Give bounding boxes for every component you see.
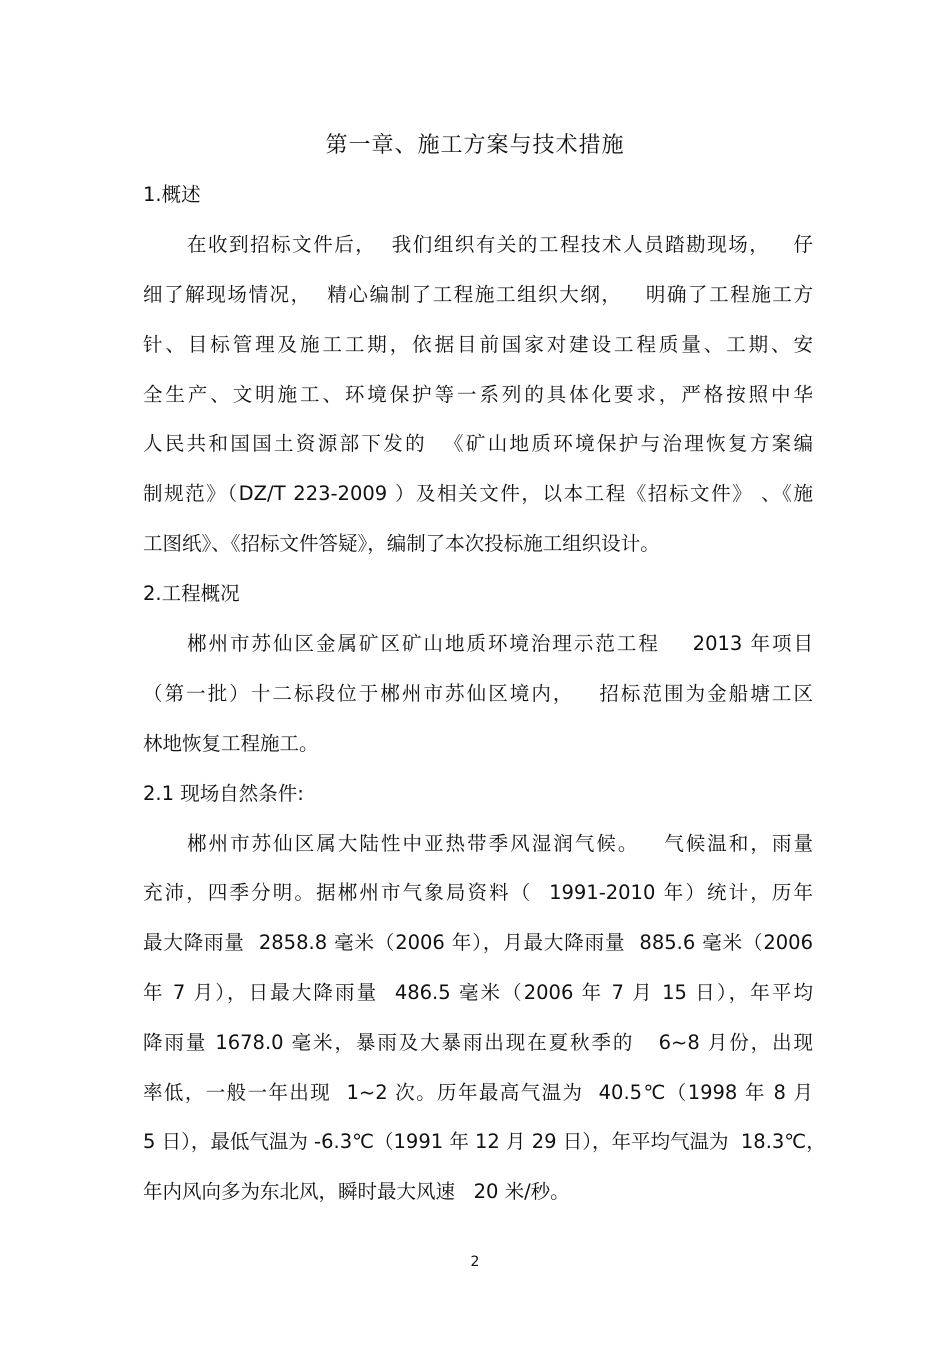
paragraph-line: 充沛，四季分明。据郴州市气象局资料（ 1991-2010 年）统计，历年 bbox=[143, 881, 813, 904]
paragraph-line: 人民共和国国土资源部下发的 《矿山地质环境保护与治理恢复方案编 bbox=[143, 432, 813, 455]
paragraph-line: 林地恢复工程施工。 bbox=[143, 732, 319, 755]
section-heading-overview: 1.概述 bbox=[143, 183, 201, 206]
paragraph-line: （第一批）十二标段位于郴州市苏仙区境内， 招标范围为金船塘工区 bbox=[143, 682, 813, 705]
paragraph-line: 郴州市苏仙区金属矿区矿山地质环境治理示范工程 2013 年项目 bbox=[187, 632, 813, 655]
paragraph-line: 年 7 月），日最大降雨量 486.5 毫米（2006 年 7 月 15 日），年平均 bbox=[143, 981, 813, 1004]
paragraph-line: 郴州市苏仙区属大陆性中亚热带季风湿润气候。 气候温和，雨量 bbox=[187, 832, 813, 855]
paragraph-line: 率低，一般一年出现 1~2 次。历年最高气温为 40.5℃（1998 年 8 月 bbox=[143, 1081, 813, 1104]
paragraph-line: 在收到招标文件后， 我们组织有关的工程技术人员踏勘现场， 仔 bbox=[187, 233, 813, 256]
paragraph-line: 制规范》（DZ/T 223-2009 ）及相关文件，以本工程《招标文件》 、《施 bbox=[143, 482, 813, 505]
paragraph-line: 工图纸》、《招标文件答疑》，编制了本次投标施工组织设计。 bbox=[143, 532, 660, 555]
paragraph-line: 5 日），最低气温为 -6.3℃（1991 年 12 月 29 日），年平均气温为 18.3℃， bbox=[143, 1130, 826, 1153]
paragraph-line: 年内风向多为东北风，瞬时最大风速 20 米/秒。 bbox=[143, 1180, 570, 1203]
paragraph-line: 全生产、文明施工、环境保护等一系列的具体化要求，严格按照中华 bbox=[143, 383, 813, 406]
section-heading-natural-conditions: 2.1 现场自然条件: bbox=[143, 782, 304, 805]
paragraph-line: 降雨量 1678.0 毫米，暴雨及大暴雨出现在夏秋季的 6~8 月份，出现 bbox=[143, 1031, 813, 1054]
paragraph-line: 最大降雨量 2858.8 毫米（2006 年），月最大降雨量 885.6 毫米（2006 bbox=[143, 931, 813, 954]
paragraph-line: 针、目标管理及施工工期，依据目前国家对建设工程质量、工期、安 bbox=[143, 333, 813, 356]
chapter-title: 第一章、施工方案与技术措施 bbox=[325, 133, 625, 158]
paragraph-line: 细了解现场情况， 精心编制了工程施工组织大纲， 明确了工程施工方 bbox=[143, 283, 813, 306]
section-heading-project-overview: 2.工程概况 bbox=[143, 582, 240, 605]
page-number: 2 bbox=[470, 1254, 480, 1270]
